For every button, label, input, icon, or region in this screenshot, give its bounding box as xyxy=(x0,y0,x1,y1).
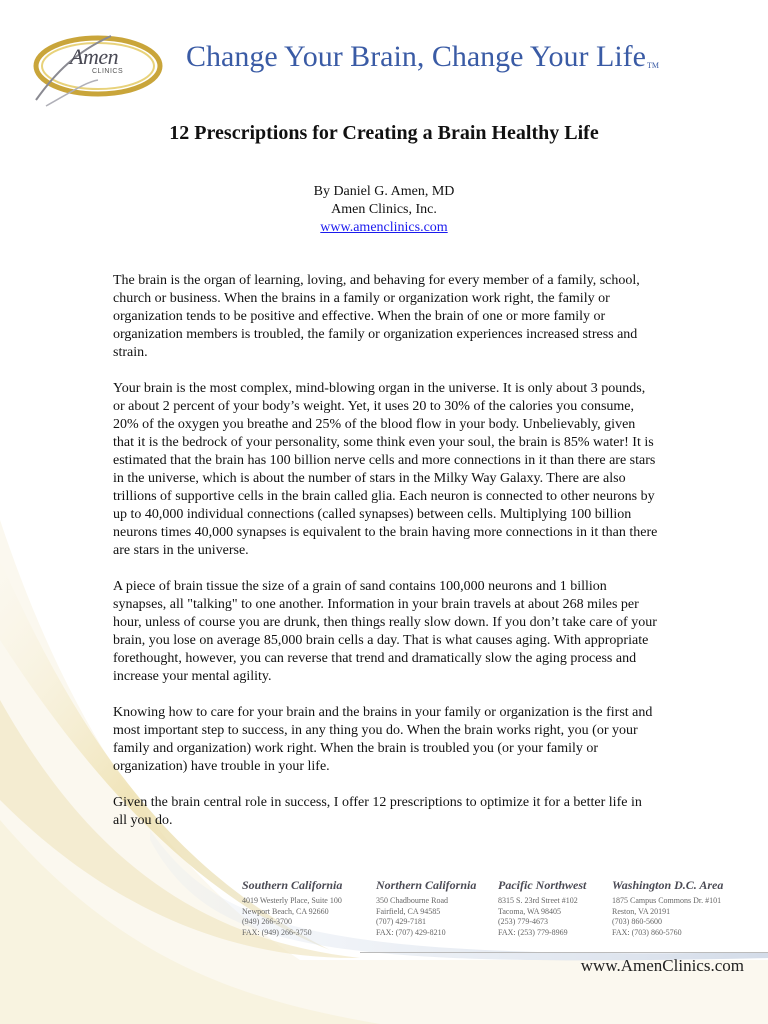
office-city: Reston, VA 20191 xyxy=(612,906,671,916)
office-address: 4019 Westerly Place, Suite 100 xyxy=(242,896,342,905)
office-fax: FAX: (703) 860-5760 xyxy=(612,927,682,937)
footer-divider xyxy=(360,952,768,953)
website-link[interactable]: www.amenclinics.com xyxy=(320,220,448,235)
office-phone: (703) 860-5600 xyxy=(612,917,662,926)
office-name: Pacific Northwest xyxy=(498,878,587,892)
office-locations xyxy=(242,878,762,948)
office-address: 1875 Campus Commons Dr. #101 xyxy=(612,896,722,905)
paragraph: The brain is the organ of learning, loving, and behaving for every member of a family, school, church or business. When the brains in a family or organization work right, the family or organization tends to be positive and effective. When the brain of one or more family or organization members is troubled, the family or organization experiences increased stress and strain. xyxy=(113,273,640,360)
office-washington-dc xyxy=(612,878,723,938)
office-name: Washington D.C. Area xyxy=(612,878,724,892)
office-city: Fairfield, CA 94585 xyxy=(376,906,441,916)
office-name: Southern California xyxy=(242,878,343,892)
footer-website: www.AmenClinics.com xyxy=(580,956,744,975)
office-city: Tacoma, WA 98405 xyxy=(498,906,562,916)
office-phone: (707) 429-7181 xyxy=(376,917,426,926)
office-fax: FAX: (707) 429-8210 xyxy=(376,927,446,937)
organization-name: Amen Clinics, Inc. xyxy=(331,202,437,217)
office-phone: (949) 266-3700 xyxy=(242,917,292,926)
office-name: Northern California xyxy=(376,878,477,892)
tagline-text: Change Your Brain, Change Your Life xyxy=(186,40,646,73)
paragraph: Given the brain central role in success, I offer 12 prescriptions to optimize it for a better life in all you do. xyxy=(113,795,642,828)
office-city: Newport Beach, CA 92660 xyxy=(242,906,329,916)
paragraph: Knowing how to care for your brain and the brains in your family or organization is the first and most important step to success, in any thing you do. When the brain works right, you (or your family and organization) work right. When the brain is troubled you (or your family or organization) have trouble in your life. xyxy=(113,705,653,774)
paragraph: Your brain is the most complex, mind-blowing organ in the universe. It is only about 3 pounds, or about 2 percent of your body’s weight. Yet, it uses 20 to 30% of the calories you consume, 20% of the oxygen you breathe and 25% of the blood flow in your body. Unbelievably, given that it is the bedrock of your personality, some think even your soul, the brain is 85% water! It is estimated that the brain has 100 billion nerve cells and more connections in it than there are stars in the universe, which is about the number of stars in the Milky Way Galaxy. There are also trillions of supportive cells in the brain called glia. Each neuron is connected to other neurons by up to 40,000 individual connections (called synapses) between cells. Multiplying 100 billion neurons times 40,000 synapses is equivalent to the brain having more connections in it than there are stars in the universe. xyxy=(113,381,658,558)
byline xyxy=(0,183,768,237)
office-address: 8315 S. 23rd Street #102 xyxy=(498,896,578,905)
body-text xyxy=(113,272,658,848)
header-tagline xyxy=(186,40,659,74)
office-fax: FAX: (253) 779-8969 xyxy=(498,927,568,937)
document-title: 12 Prescriptions for Creating a Brain Healthy Life xyxy=(169,122,599,144)
office-southern-california xyxy=(242,878,342,938)
trademark-mark: TM xyxy=(646,61,659,70)
author-name: By Daniel G. Amen, MD xyxy=(313,184,455,199)
office-northern-california xyxy=(376,878,476,938)
paragraph: A piece of brain tissue the size of a grain of sand contains 100,000 neurons and 1 billion synapses, all "talking" to one another. Information in your brain travels at about 268 miles per hour, unless of course you are drunk, then things really slow down. If you don’t take care of your brain, you lose on average 85,000 brain cells a day. That is what causes aging. With appropriate forethought, however, you can reverse that trend and dramatically slow the aging process and increase your mental agility. xyxy=(113,579,657,684)
logo-wordmark: Amen xyxy=(70,44,119,69)
logo-subtext: CLINICS xyxy=(92,68,124,75)
office-pacific-northwest xyxy=(498,878,586,938)
office-address: 350 Chadbourne Road xyxy=(376,896,448,905)
office-fax: FAX: (949) 266-3750 xyxy=(242,927,312,937)
office-phone: (253) 779-4673 xyxy=(498,917,548,926)
